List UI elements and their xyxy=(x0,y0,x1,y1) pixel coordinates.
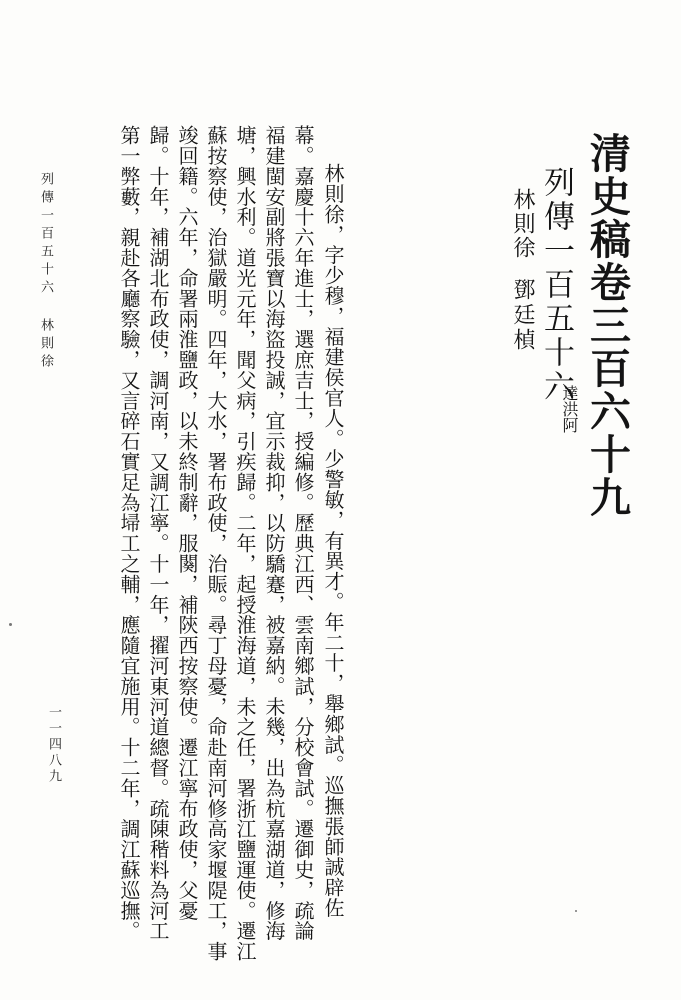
body-text-line: 幕。嘉慶十六年進士，選庶吉士，授編修。歷典江西、雲南鄉試，分校會試。遷御史，疏論 xyxy=(291,125,315,941)
body-text-line: 福建閩安副將張寶以海盜投誠，宜示裁抑，以防驕蹇，被嘉納。未幾，出為杭嘉湖道，修海 xyxy=(262,125,286,941)
page-number: 一一四八九 xyxy=(46,705,61,785)
scan-speck xyxy=(575,910,577,912)
body-text-line: 林則徐，字少穆，福建侯官人。少警敏，有異才。年二十，舉鄉試。巡撫張師誠辟佐 xyxy=(321,163,345,918)
running-head: 列傳一百五十六 林則徐 xyxy=(38,172,53,372)
body-text-line: 第一弊藪，親赴各廳察驗，又言碎石實足為埽工之輔，應隨宜施用。十二年，調江蘇巡撫。 xyxy=(117,125,141,941)
body-text-line: 蘇按察使，治獄嚴明。四年，大水，署布政使，治賑。尋丁母憂，命赴南河修高家堰隄工，事 xyxy=(204,125,228,962)
book-title: 清史稿卷三百六十九 xyxy=(583,132,631,519)
body-text-line: 竣回籍。六年，命署兩淮鹽政，以未終制辭，服闋，補陝西按察使。遷江寧布政使，父憂 xyxy=(175,125,199,921)
body-text-line: 歸。十年，補湖北布政使，調河南，又調江寧。十一年，擢河東河道總督。疏陳稭料為河工 xyxy=(146,125,170,941)
body-text-line: 塘，興水利。道光元年，聞父病，引疾歸。二年，起授淮海道，未之任，署浙江鹽運使。遷江 xyxy=(233,125,257,962)
biography-name-lin-zexu: 林則徐 xyxy=(510,188,535,260)
chapter-heading: 列傳一百五十六 xyxy=(538,166,574,404)
biography-name-deng-tingzhen: 鄧廷楨 xyxy=(510,278,535,353)
biography-name-dahonga: 達洪阿 xyxy=(560,385,579,433)
scan-speck xyxy=(9,623,12,626)
